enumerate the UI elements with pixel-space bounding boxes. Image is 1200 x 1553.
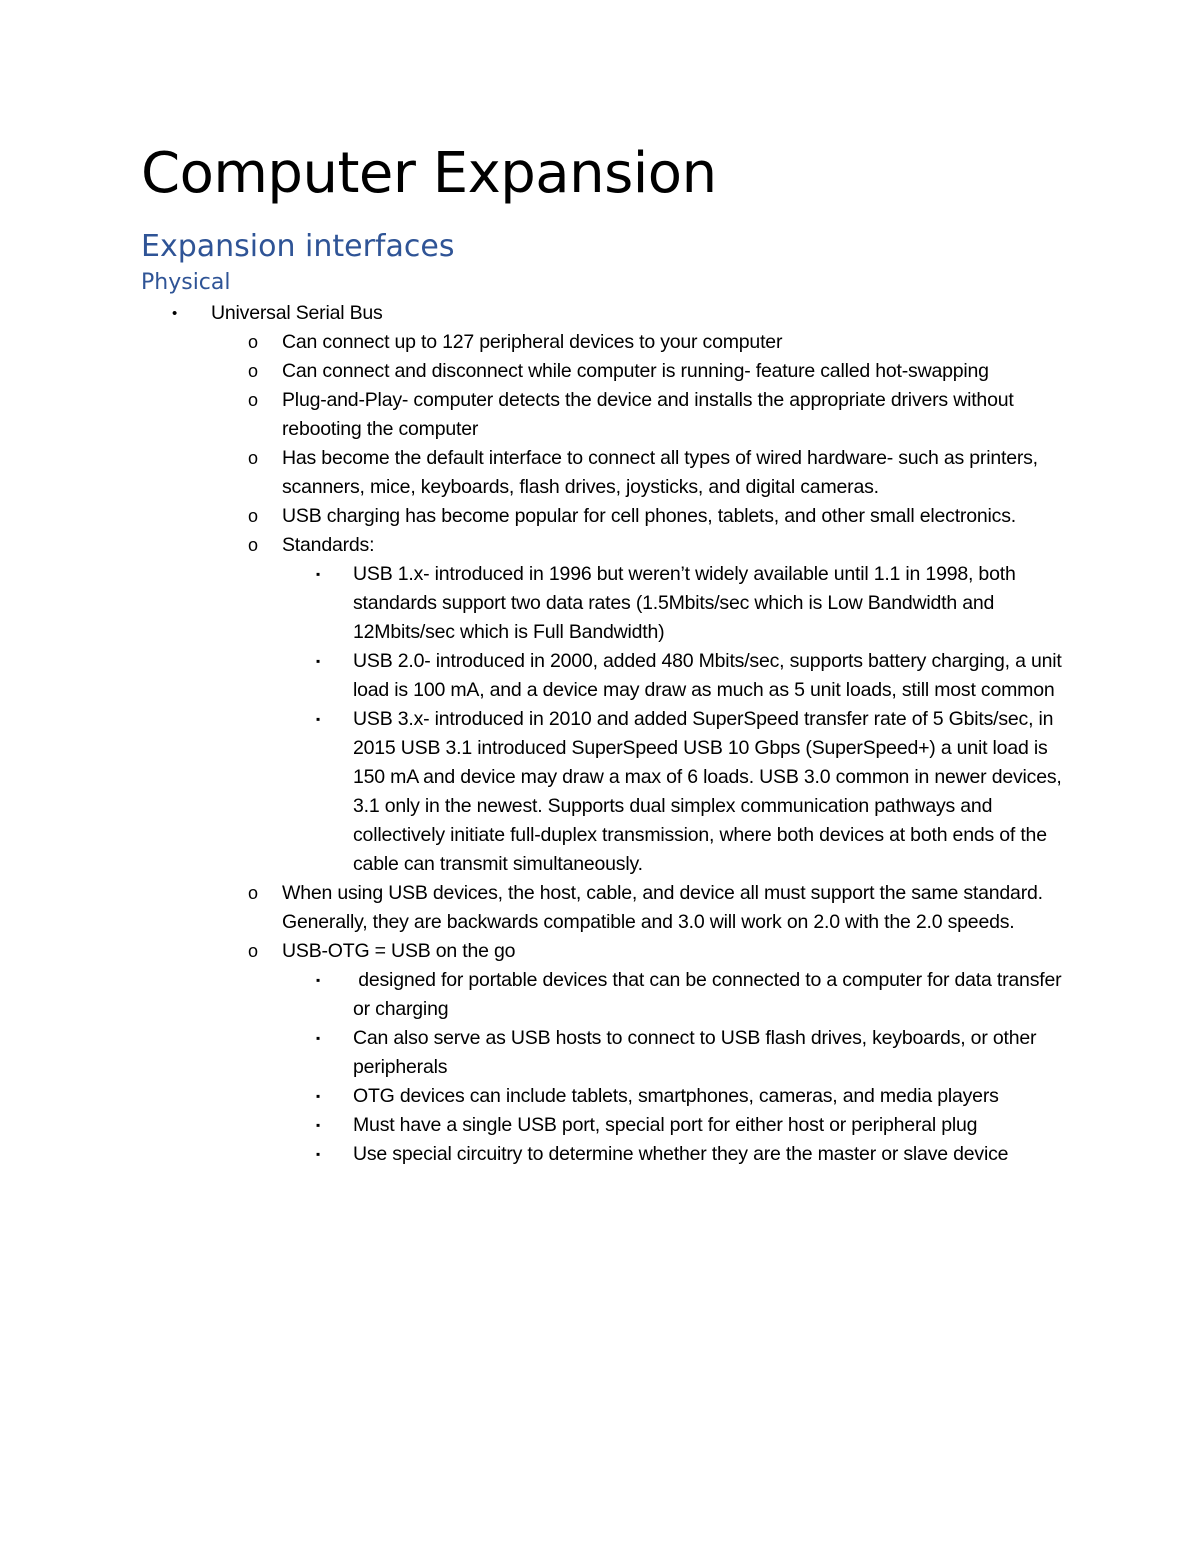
list-item (0, 444, 1062, 502)
list-item-text: USB-OTG = USB on the go (282, 940, 516, 962)
list-item-usb (0, 299, 1200, 328)
list-item-text: When using USB devices, the host, cable, and device all must support the same standard. Generally, they are backwards compatible and 3.0 will work on 2.0 with the 2.0 speeds. (282, 882, 1043, 933)
heading-expansion-interfaces: Expansion interfaces (141, 229, 455, 264)
bullet-circle-icon: o (248, 506, 258, 526)
bullet-circle-icon: o (248, 332, 258, 352)
bullet-circle-icon: o (248, 941, 258, 961)
list-item (0, 1111, 1065, 1140)
list-item-text: Has become the default interface to connect all types of wired hardware- such as printers, scanners, mice, keyboards, flash drives, joysticks, and digital cameras. (282, 447, 1038, 498)
list-item-text: USB 3.x- introduced in 2010 and added SuperSpeed transfer rate of 5 Gbits/sec, in 2015 USB 3.1 introduced SuperSpeed USB 10 Gbps (SuperSpeed+) a unit load is 150 mA and device may draw a max of 6 loads. USB 3.0 common in newer devices, 3.1 only in the newest. Supports dual simplex communication pathways and collectively initiate full-duplex transmission, where both devices at both ends of the cable can transmit simultaneously. (353, 708, 1062, 875)
list-item (0, 1140, 1065, 1169)
list-item-standards (0, 531, 1062, 560)
list-item (0, 502, 1062, 531)
list-item-usb-20 (0, 647, 1065, 705)
list-item-text: Must have a single USB port, special port for either host or peripheral plug (353, 1114, 978, 1136)
bullet-circle-icon: o (248, 535, 258, 555)
list-item (0, 1082, 1065, 1111)
list-item-text: USB charging has become popular for cell phones, tablets, and other small electronics. (282, 505, 1016, 527)
bullet-circle-icon: o (248, 883, 258, 903)
list-item-text: USB 2.0- introduced in 2000, added 480 Mbits/sec, supports battery charging, a unit load is 100 mA, and a device may draw as much as 5 unit loads, still most common (353, 650, 1062, 701)
list-item-text: Can also serve as USB hosts to connect to USB flash drives, keyboards, or other peripherals (353, 1027, 1037, 1078)
bullet-square-icon: ▪ (316, 654, 321, 668)
list-item-text: Can connect and disconnect while computer is running- feature called hot-swapping (282, 360, 989, 382)
document-title: Computer Expansion (141, 141, 717, 206)
list-item-text: Use special circuitry to determine whether they are the master or slave device (353, 1143, 1009, 1165)
list-item (0, 357, 1062, 386)
list-item-text: Standards: (282, 534, 375, 556)
list-item-text: Plug-and-Play- computer detects the device and installs the appropriate drivers without rebooting the computer (282, 389, 1014, 440)
bullet-square-icon: ▪ (316, 1089, 321, 1103)
list-item-usb-otg (0, 937, 1062, 966)
list-item-text: designed for portable devices that can be connected to a computer for data transfer or charging (353, 969, 1067, 1020)
bullet-square-icon: ▪ (316, 1118, 321, 1132)
list-item-usb-1x (0, 560, 1065, 647)
bullet-circle-icon: o (248, 390, 258, 410)
list-item (0, 966, 1065, 1024)
list-item (0, 328, 1062, 357)
bullet-square-icon: ▪ (316, 712, 321, 726)
list-item-text: USB 1.x- introduced in 1996 but weren’t widely available until 1.1 in 1998, both standards support two data rates (1.5Mbits/sec which is Low Bandwidth and 12Mbits/sec which is Full Bandwidth) (353, 563, 1016, 643)
document-body (0, 299, 1200, 1169)
bullet-circle-icon: o (248, 361, 258, 381)
bulleted-list (0, 299, 1200, 1169)
bullet-square-icon: ▪ (316, 1031, 321, 1045)
bullet-square-icon: ▪ (316, 1147, 321, 1161)
list-item-text: Universal Serial Bus (211, 302, 383, 324)
list-item (0, 386, 1062, 444)
bullet-dot-icon: • (172, 305, 178, 322)
heading-physical: Physical (141, 270, 231, 295)
bullet-circle-icon: o (248, 448, 258, 468)
list-item-usb-3x (0, 705, 1065, 879)
list-item-text: Can connect up to 127 peripheral devices to your computer (282, 331, 783, 353)
list-item-text: OTG devices can include tablets, smartphones, cameras, and media players (353, 1085, 999, 1107)
list-item (0, 1024, 1065, 1082)
bullet-square-icon: ▪ (316, 973, 321, 987)
bullet-square-icon: ▪ (316, 567, 321, 581)
list-item (0, 879, 1062, 937)
